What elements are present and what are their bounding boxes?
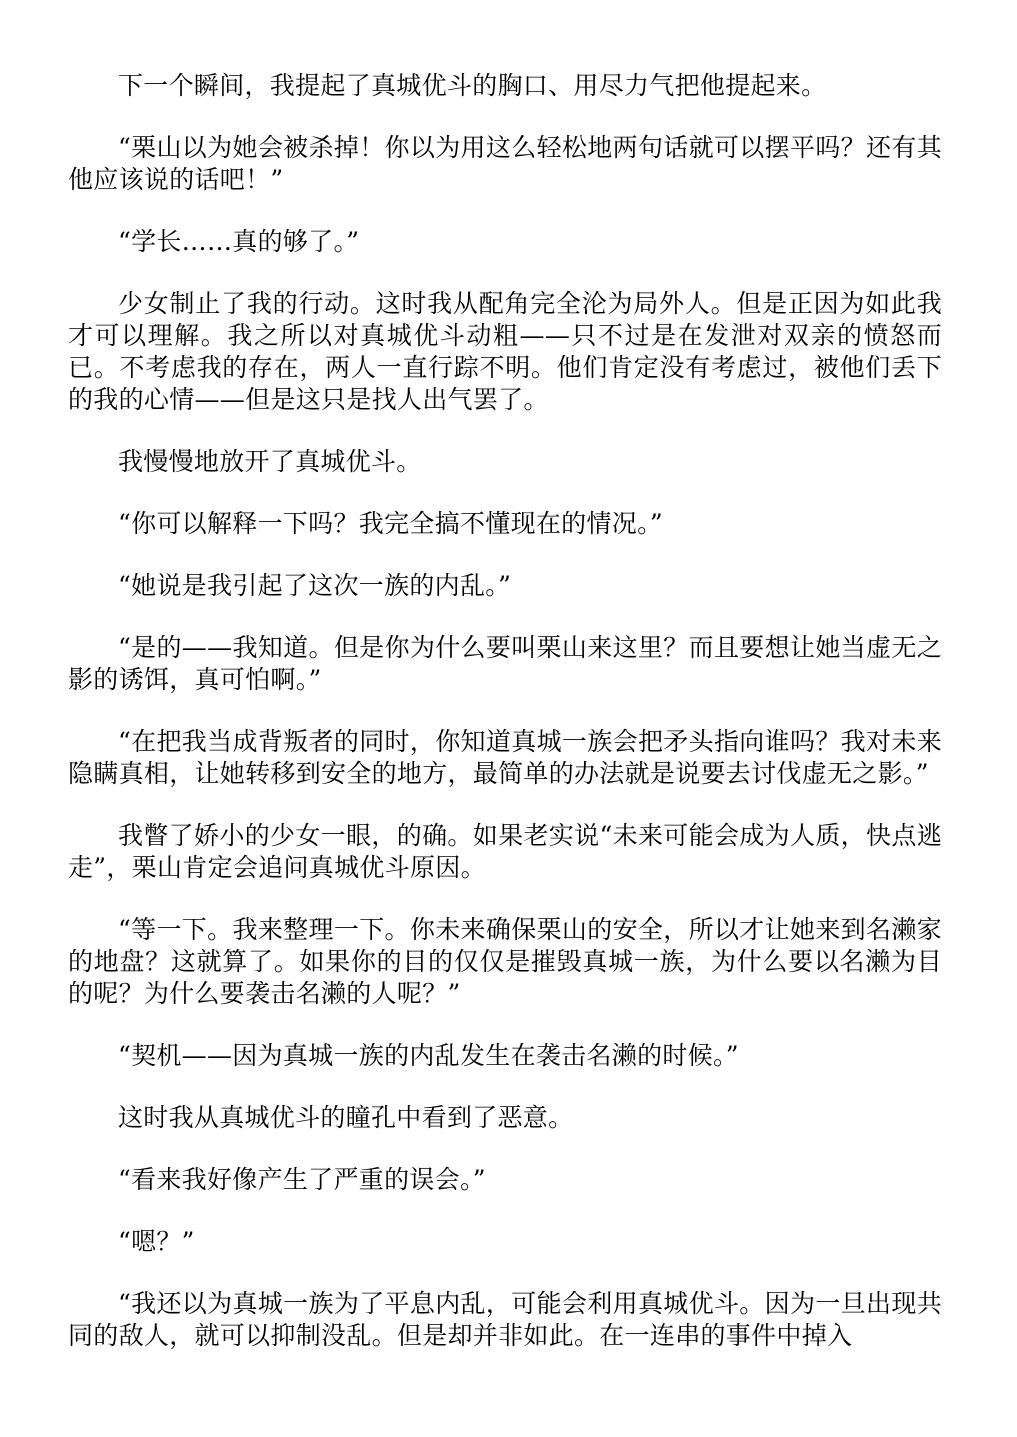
paragraph: 我瞥了娇小的少女一眼，的确。如果老实说“未来可能会成为人质，快点逃走”，栗山肯定会追问真城优斗原因。 [68, 821, 942, 882]
paragraph: “栗山以为她会被杀掉！你以为用这么轻松地两句话就可以摆平吗？还有其他应该说的话吧！” [68, 133, 942, 194]
paragraph: “她说是我引起了这次一族的内乱。” [118, 571, 512, 600]
paragraph: “嗯？” [118, 1227, 195, 1256]
paragraph: “等一下。我来整理一下。你未来确保栗山的安全，所以才让她来到名濑家的地盘？这就算了。如果你的目的仅仅是摧毁真城一族，为什么要以名濑为目的呢？为什么要袭击名濑的人呢？” [68, 915, 942, 1008]
paragraph: 我慢慢地放开了真城优斗。 [118, 447, 422, 476]
paragraph: 下一个瞬间，我提起了真城优斗的胸口、用尽力气把他提起来。 [118, 71, 827, 100]
document-page [68, 70, 942, 1352]
paragraph: “我还以为真城一族为了平息内乱，可能会利用真城优斗。因为一旦出现共同的敌人，就可以抑制没乱。但是却并非如此。在一连串的事件中掉入 [68, 1289, 942, 1350]
paragraph: “你可以解释一下吗？我完全搞不懂现在的情况。” [118, 509, 663, 538]
paragraph: 少女制止了我的行动。这时我从配角完全沦为局外人。但是正因为如此我才可以理解。我之所以对真城优斗动粗——只不过是在发泄对双亲的愤怒而已。不考虑我的存在，两人一直行踪不明。他们肯定没有考虑过，被他们丢下的我的心情——但是这只是找人出气罢了。 [68, 289, 942, 414]
paragraph: “是的——我知道。但是你为什么要叫栗山来这里？而且要想让她当虚无之影的诱饵，真可怕啊。” [68, 633, 942, 694]
paragraph: “看来我好像产生了严重的误会。” [118, 1165, 486, 1194]
paragraph: “契机——因为真城一族的内乱发生在袭击名濑的时候。” [118, 1041, 739, 1070]
paragraph: “在把我当成背叛者的同时，你知道真城一族会把矛头指向谁吗？我对未来隐瞒真相，让她转移到安全的地方，最简单的办法就是说要去讨伐虚无之影。” [68, 727, 942, 788]
paragraph: “学长……真的够了。” [118, 227, 360, 256]
paragraph: 这时我从真城优斗的瞳孔中看到了恶意。 [118, 1103, 574, 1132]
